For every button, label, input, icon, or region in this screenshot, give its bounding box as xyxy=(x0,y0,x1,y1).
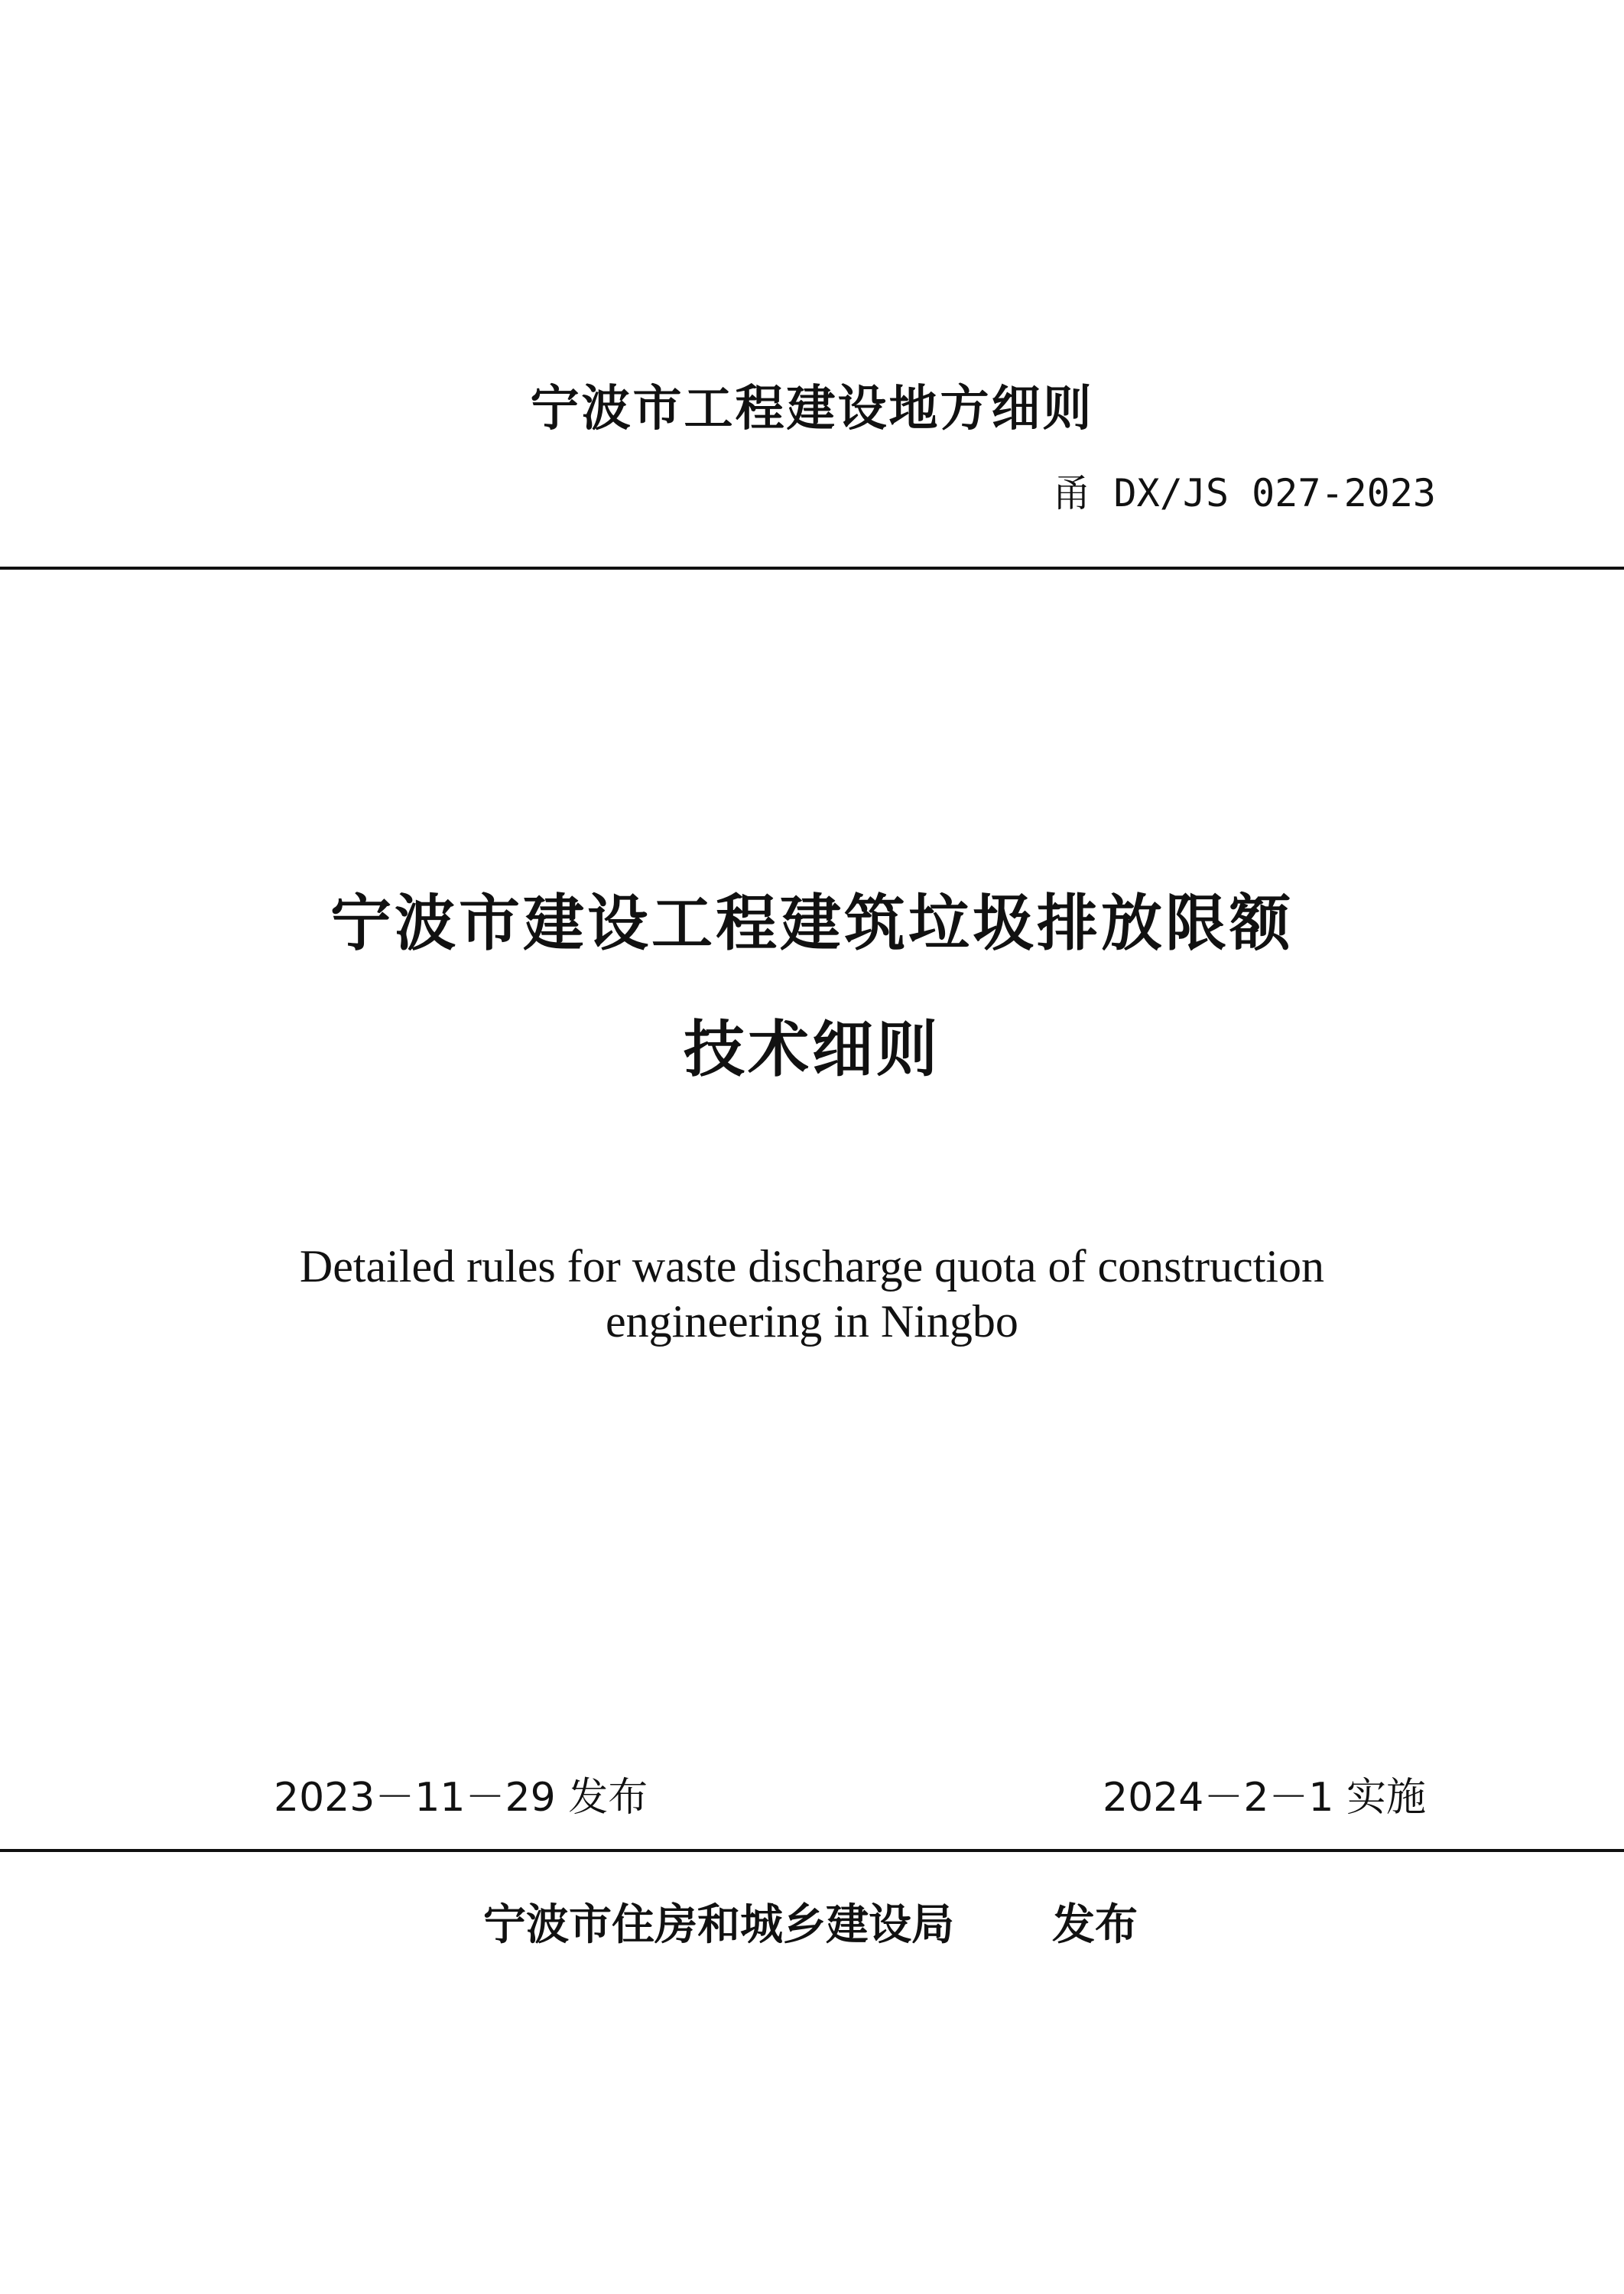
issue-date: 2023－11－29 发布 xyxy=(274,1775,648,1821)
standard-code: 甬 DX/JS 027-2023 xyxy=(1052,471,1436,515)
effective-date: 2024－2－1 实施 xyxy=(1103,1775,1427,1821)
bottom-divider xyxy=(0,1849,1624,1852)
publish-label: 发布 xyxy=(1052,1900,1138,1950)
english-title-line-1: Detailed rules for waste discharge quota of construction xyxy=(299,1241,1325,1292)
document-title-line-2: 技术细则 xyxy=(684,1014,940,1085)
series-title: 宁波市工程建设地方细则 xyxy=(530,381,1094,437)
publisher-name: 宁波市住房和城乡建设局 xyxy=(483,1900,954,1950)
top-divider xyxy=(0,567,1624,570)
document-title-line-1: 宁波市建设工程建筑垃圾排放限额 xyxy=(330,888,1294,959)
english-title-line-2: engineering in Ningbo xyxy=(606,1296,1018,1347)
